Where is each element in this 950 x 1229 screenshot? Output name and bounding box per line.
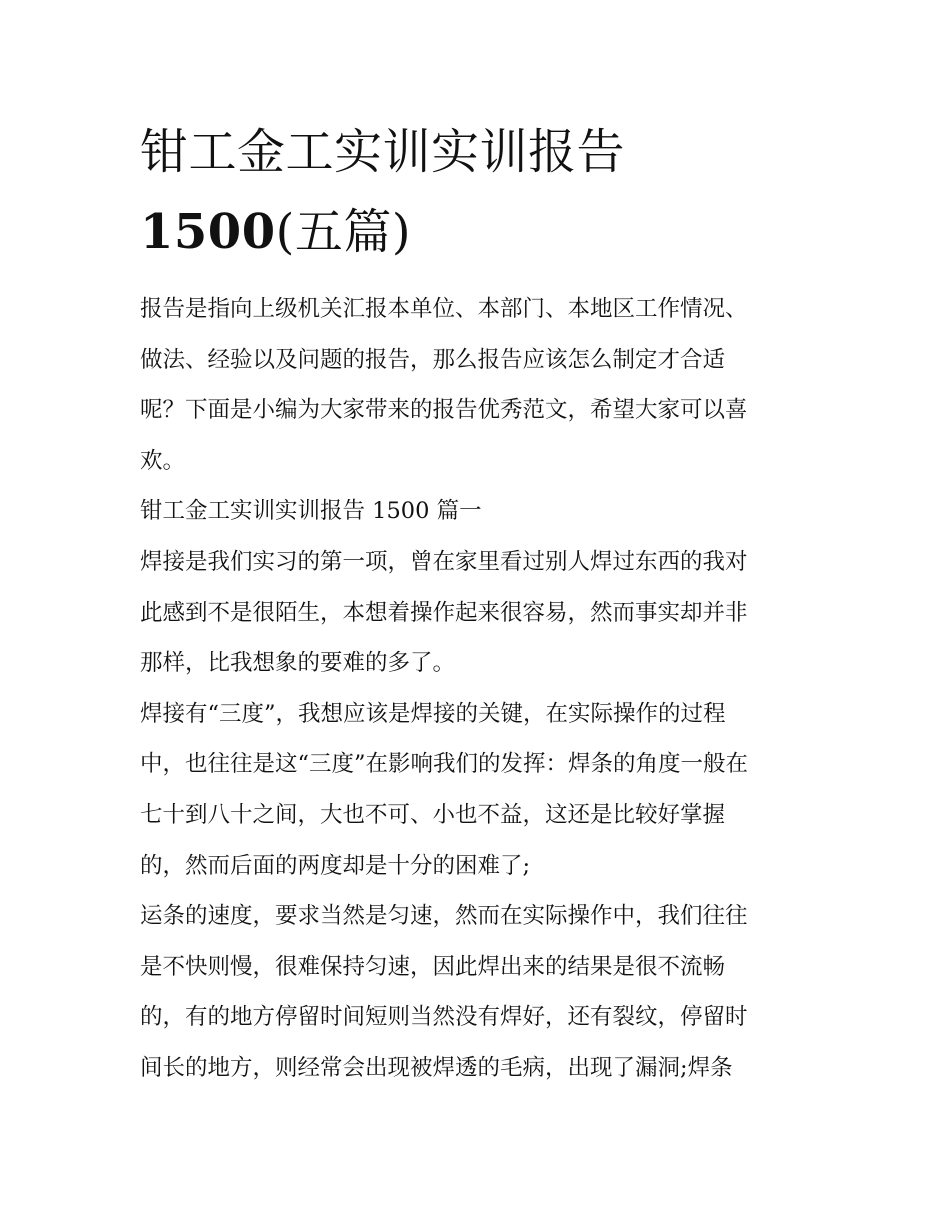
text-line: 那样，比我想象的要难的多了。 [140, 650, 456, 677]
text-line: 七十到八十之间，大也不可、小也不益，这还是比较好掌握 [140, 801, 726, 828]
text-line: 中，也往往是这“三度”在影响我们的发挥：焊条的角度一般在 [140, 751, 749, 778]
title-line-1: 钳工金工实训实训报告 [140, 124, 626, 180]
text-line: 呢？下面是小编为大家带来的报告优秀范文，希望大家可以喜 [140, 397, 748, 424]
text-line: 做法、经验以及问题的报告，那么报告应该怎么制定才合适 [140, 346, 726, 373]
text-line: 的，然而后面的两度却是十分的困难了; [140, 852, 531, 879]
text-line: 运条的速度，要求当然是匀速，然而在实际操作中，我们往往 [140, 903, 748, 930]
text-line: 的，有的地方停留时间短则当然没有焊好，还有裂纹，停留时 [140, 1004, 748, 1031]
document-title-line-2 [140, 192, 812, 272]
document-title [140, 112, 812, 192]
title-suffix: (五篇) [275, 204, 412, 260]
body-paragraph-3 [140, 891, 812, 1093]
text-line: 此感到不是很陌生，本想着操作起来很容易，然而事实却并非 [140, 599, 748, 626]
body-paragraph-2 [140, 689, 812, 891]
text-line: 报告是指向上级机关汇报本单位、本部门、本地区工作情况、 [140, 296, 748, 322]
text-line: 欢。 [140, 447, 186, 474]
title-number: 1500 [140, 204, 276, 260]
section-heading: 钳工金工实训实训报告 1500 篇一 [140, 498, 482, 525]
text-line: 焊接是我们实习的第一项，曾在家里看过别人焊过东西的我对 [140, 548, 748, 575]
text-line: 是不快则慢，很难保持匀速，因此焊出来的结果是很不流畅 [140, 953, 726, 980]
body-paragraph-1 [140, 537, 812, 689]
text-line: 间长的地方，则经常会出现被焊透的毛病，出现了漏洞;焊条 [140, 1054, 733, 1081]
document-page [140, 112, 812, 1094]
text-line: 焊接有“三度”，我想应该是焊接的关键，在实际操作的过程 [140, 700, 726, 727]
intro-paragraph [140, 284, 812, 486]
